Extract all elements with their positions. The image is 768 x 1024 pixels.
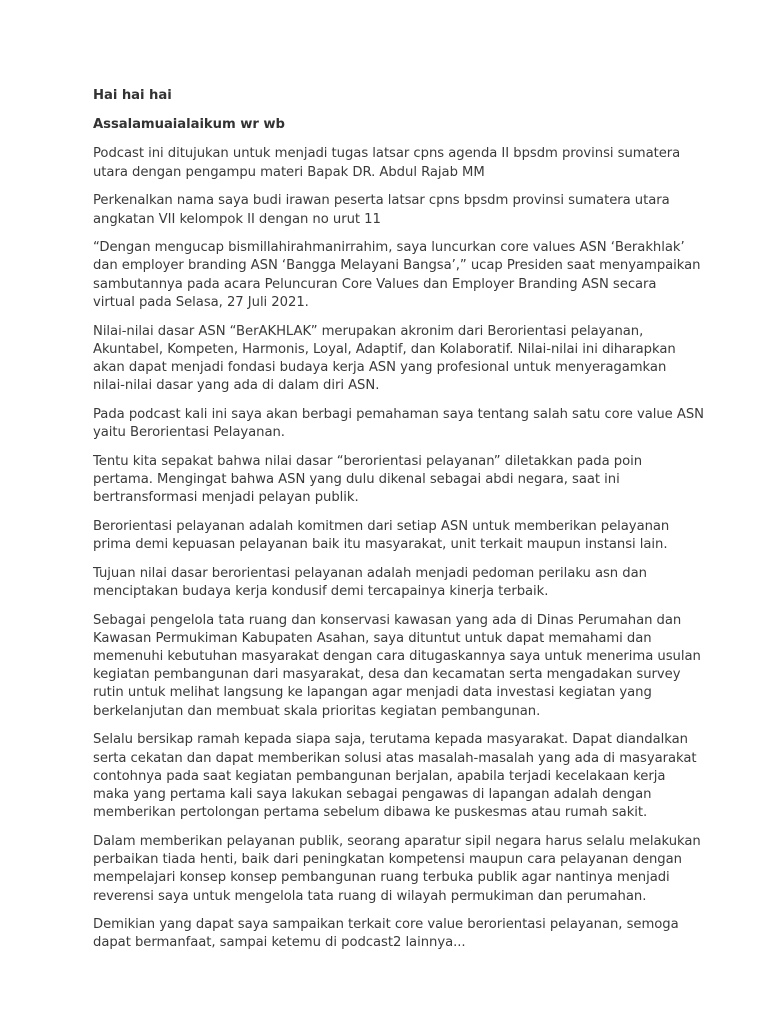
paragraph-line: memenuhi kebutuhan masyarakat dengan cara ditugaskannya saya untuk menerima usulan: [93, 649, 701, 665]
paragraph-line: utara dengan pengampu materi Bapak DR. Abdul Rajab MM: [93, 164, 485, 180]
paragraph-line: mempelajari konsep konsep pembangunan ruang terbuka publik agar nantinya menjadi: [93, 870, 670, 886]
paragraph-line: menciptakan budaya kerja kondusif demi tercapainya kinerja terbaik.: [93, 583, 549, 599]
paragraph-line: prima demi kepuasan pelayanan baik itu masyarakat, unit terkait maupun instansi lain.: [93, 537, 668, 553]
paragraph-line: Akuntabel, Kompeten, Harmonis, Loyal, Adaptif, dan Kolaboratif. Nilai-nilai ini diharapkan: [93, 341, 676, 357]
paragraph-line: dan employer branding ASN ‘Bangga Melayani Bangsa’,” ucap Presiden saat menyampaikan: [93, 258, 701, 274]
paragraph-line: reverensi saya untuk mengelola tata ruang di wilayah permukiman dan perumahan.: [93, 888, 647, 904]
paragraph-line: rutin untuk melihat langsung ke lapangan agar menjadi data investasi kegiatan yang: [93, 685, 652, 701]
paragraph-line: Podcast ini ditujukan untuk menjadi tugas latsar cpns agenda II bpsdm provinsi sumatera: [93, 146, 681, 162]
paragraph-line: Nilai-nilai dasar ASN “BerAKHLAK” merupakan akronim dari Berorientasi pelayanan,: [93, 323, 644, 339]
paragraph-line: “Dengan mengucap bismillahirahmanirrahim, saya luncurkan core values ASN ‘Berakhlak’: [93, 240, 685, 256]
salam-heading: [93, 116, 693, 134]
paragraph: [93, 731, 697, 822]
paragraph-line: contohnya pada saat kegiatan pembangunan berjalan, apabila terjadi kecelakaan kerja: [93, 768, 666, 784]
paragraph-line: sambutannya pada acara Peluncuran Core Values dan Employer Branding ASN secara: [93, 276, 657, 292]
paragraph: [93, 612, 701, 721]
paragraph-line: Tujuan nilai dasar berorientasi pelayanan adalah menjadi pedoman perilaku asn dan: [93, 565, 647, 581]
paragraph: [93, 323, 693, 396]
paragraph-line: virtual pada Selasa, 27 Juli 2021.: [93, 294, 309, 310]
paragraph-line: Dalam memberikan pelayanan publik, seorang aparatur sipil negara harus selalu melakukan: [93, 833, 701, 849]
paragraph-line: Pada podcast kali ini saya akan berbagi pemahaman saya tentang salah satu core value ASN: [93, 406, 704, 422]
paragraph: [93, 192, 693, 228]
paragraph: [93, 239, 701, 312]
paragraph-line: bertransformasi menjadi pelayan publik.: [93, 490, 359, 506]
salam-text: Assalamuaialaikum wr wb: [93, 117, 285, 133]
paragraph-line: Perkenalkan nama saya budi irawan peserta latsar cpns bpsdm provinsi sumatera utara: [93, 193, 670, 209]
paragraph-line: kegiatan pembangunan dari masyarakat, desa dan kecamatan serta mengadakan survey: [93, 667, 681, 683]
paragraph-line: Sebagai pengelola tata ruang dan konservasi kawasan yang ada di Dinas Perumahan dan: [93, 612, 682, 628]
paragraph-line: nilai-nilai dasar yang ada di dalam diri ASN.: [93, 378, 380, 394]
paragraph-line: akan dapat menjadi fondasi budaya kerja ASN yang profesional untuk menyeragamkan: [93, 359, 667, 375]
paragraph-line: Berorientasi pelayanan adalah komitmen dari setiap ASN untuk memberikan pelayanan: [93, 518, 670, 534]
paragraph-line: serta cekatan dan dapat memberikan solusi atas masalah-masalah yang ada di masyarakat: [93, 750, 697, 766]
paragraph-line: pertama. Mengingat bahwa ASN yang dulu dikenal sebagai abdi negara, saat ini: [93, 471, 620, 487]
paragraph: [93, 406, 704, 442]
paragraph-line: Demikian yang dapat saya sampaikan terkait core value berorientasi pelayanan, semoga: [93, 917, 679, 933]
paragraph-line: Selalu bersikap ramah kepada siapa saja, terutama kepada masyarakat. Dapat diandalkan: [93, 732, 688, 748]
paragraph-line: yaitu Berorientasi Pelayanan.: [93, 425, 285, 441]
paragraph-line: maka yang pertama kali saya lakukan sebagai pengawas di lapangan adalah dengan: [93, 787, 652, 802]
paragraph: [93, 916, 693, 952]
document-page: [93, 87, 704, 963]
paragraph-line: dapat bermanfaat, sampai ketemu di podcast2 lainnya...: [93, 935, 466, 951]
paragraph: [93, 453, 693, 508]
paragraph-line: memberikan pertolongan pertama sebelum dibawa ke puskesmas atau rumah sakit.: [93, 805, 648, 821]
greeting-heading: [93, 87, 693, 105]
document-body: [93, 145, 704, 952]
paragraph-line: Tentu kita sepakat bahwa nilai dasar “berorientasi pelayanan” diletakkan pada poin: [93, 453, 643, 469]
paragraph: [93, 145, 693, 181]
paragraph: [93, 565, 693, 601]
paragraph: [93, 518, 693, 554]
greeting-text: Hai hai hai: [93, 88, 172, 103]
paragraph-line: Kawasan Permukiman Kabupaten Asahan, saya dituntut untuk dapat memahami dan: [93, 630, 652, 646]
paragraph-line: perbaikan tiada henti, baik dari peningkatan kompetensi maupun cara pelayanan dengan: [93, 852, 682, 868]
paragraph: [93, 833, 701, 906]
paragraph-line: angkatan VII kelompok II dengan no urut 11: [93, 211, 381, 227]
paragraph-line: berkelanjutan dan membuat skala prioritas kegiatan pembangunan.: [93, 703, 541, 719]
